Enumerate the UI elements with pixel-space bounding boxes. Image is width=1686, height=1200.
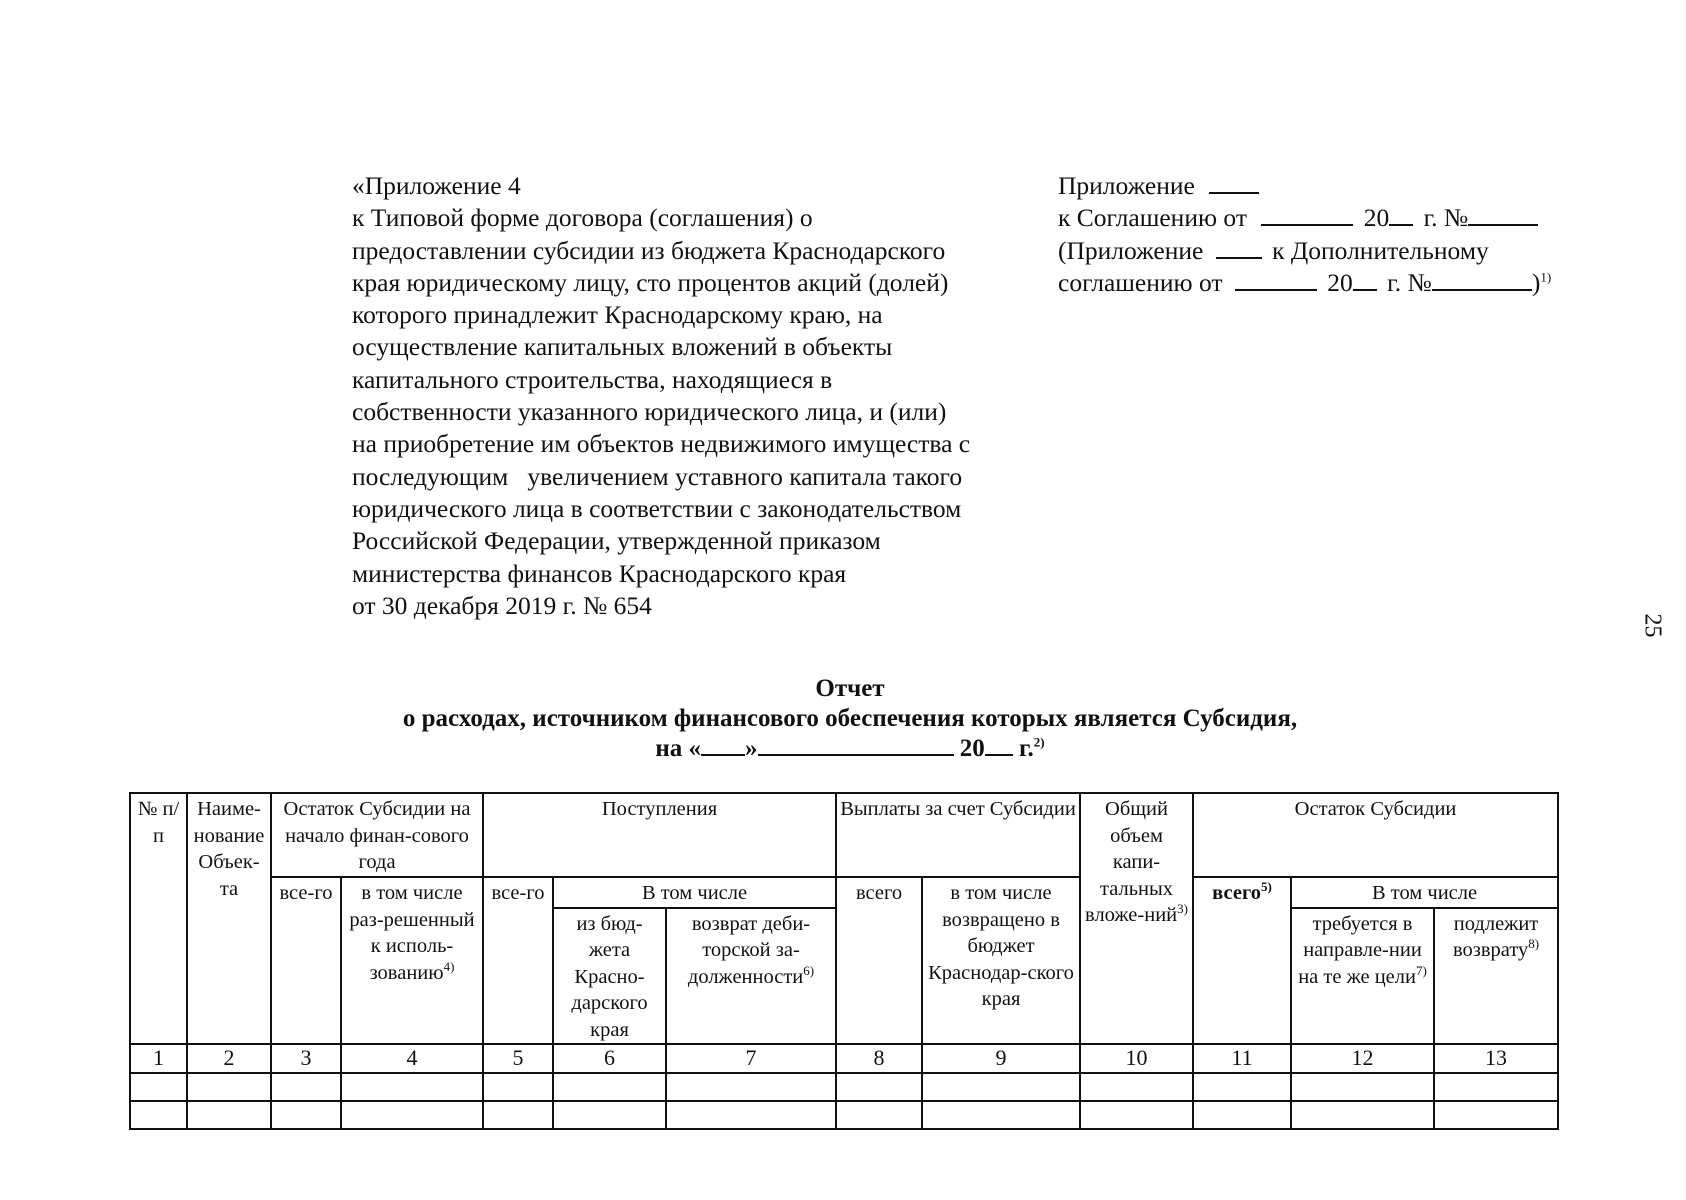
blank-field: [1216, 237, 1262, 259]
header-cell: [1434, 908, 1558, 1045]
table-cell[interactable]: [187, 1101, 271, 1129]
header-cell: из бюд-жета Красно-дарского края: [553, 908, 666, 1045]
table-cell[interactable]: [341, 1073, 483, 1101]
table-cell[interactable]: [483, 1101, 553, 1129]
footnote-mark: 5): [1261, 879, 1272, 895]
appendix-right-line-2: [1058, 202, 1551, 234]
agreement-date-label: соглашению от: [1058, 267, 1223, 297]
table-header-row: [130, 793, 1558, 877]
appendix-left-line: последующим увеличением уставного капитала такого: [352, 461, 963, 491]
appendix-left-line: на приобретение им объектов недвижимого имущества с: [352, 429, 971, 459]
appendix-left-line: от 30 декабря 2019 г. № 654: [352, 590, 652, 620]
header-text: возврат деби-торской за-долженности: [687, 912, 811, 988]
header-cell: [666, 908, 836, 1045]
report-title-line-3: [0, 734, 1686, 764]
number-label: г. №: [1423, 203, 1469, 233]
appendix-left-line: Российской Федерации, утвержденной приказом: [352, 526, 881, 556]
header-cell: всего: [836, 877, 922, 1044]
table-row: [130, 1101, 1558, 1129]
blank-field: [985, 734, 1013, 756]
header-text: всего: [1212, 882, 1261, 904]
table-header-row: [130, 877, 1558, 908]
column-number: 6: [553, 1044, 666, 1073]
column-number: 5: [483, 1044, 553, 1073]
year-prefix: 20: [959, 735, 985, 762]
appendix-right-line-1: [1058, 170, 1551, 202]
appendix-left-block: [352, 170, 970, 622]
appendix-left-line: осуществление капитальных вложений в объекты: [352, 332, 893, 362]
column-number: 12: [1291, 1044, 1434, 1073]
column-number: 2: [187, 1044, 271, 1073]
year-suffix: г.: [1019, 735, 1034, 762]
footnote-mark: 1): [1540, 269, 1552, 285]
header-cell: Остаток Субсидии: [1193, 793, 1558, 877]
appendix-right-block: [1058, 170, 1551, 299]
table-cell[interactable]: [1291, 1101, 1434, 1129]
close-paren: ): [1531, 267, 1541, 297]
footnote-mark: 3): [1177, 901, 1188, 917]
report-title-line-1: Отчет: [815, 675, 885, 702]
year-prefix: 20: [1327, 267, 1353, 297]
column-number: 10: [1080, 1044, 1193, 1073]
table-cell[interactable]: [1434, 1073, 1558, 1101]
column-number: 9: [922, 1044, 1080, 1073]
table-cell[interactable]: [1193, 1073, 1291, 1101]
footnote-mark: 2): [1033, 734, 1045, 750]
blank-field: [1235, 269, 1317, 291]
appendix-right-line-3: [1058, 235, 1551, 267]
column-number: 7: [666, 1044, 836, 1073]
appendix-left-line: капитального строительства, находящиеся в: [352, 364, 833, 394]
blank-field: [1389, 204, 1413, 226]
table-cell[interactable]: [836, 1073, 922, 1101]
header-cell: Наиме-нование Объек-та: [187, 793, 271, 1044]
footnote-mark: 4): [443, 958, 455, 974]
table-cell[interactable]: [271, 1073, 341, 1101]
table-cell[interactable]: [553, 1101, 666, 1129]
column-number: 11: [1193, 1044, 1291, 1073]
appendix-left-line: края юридическому лицу, сто процентов акций (долей): [352, 267, 949, 297]
header-text: требуется в направле-нии на те же цели: [1298, 912, 1422, 988]
header-cell: № п/п: [130, 793, 187, 1044]
table-cell[interactable]: [1434, 1101, 1558, 1129]
report-title-line-2: о расходах, источником финансового обеспечения которых является Субсидия,: [402, 705, 1298, 732]
footnote-mark: 8): [1528, 936, 1540, 952]
table-cell[interactable]: [553, 1073, 666, 1101]
table-cell[interactable]: [666, 1101, 836, 1129]
table-cell[interactable]: [130, 1073, 187, 1101]
appendix-left-line: собственности указанного юридического лица, и (или): [352, 397, 947, 427]
column-number: 1: [130, 1044, 187, 1073]
number-label: г. №: [1387, 267, 1432, 297]
table-cell[interactable]: [1080, 1073, 1193, 1101]
header-text: подлежит возврату: [1452, 912, 1539, 961]
header-cell: все-го: [483, 877, 553, 1044]
header-cell: все-го: [271, 877, 341, 1044]
table-cell[interactable]: [341, 1101, 483, 1129]
blank-field: [1353, 269, 1377, 291]
header-cell: Остаток Субсидии на начало финан-сового года: [271, 793, 483, 877]
blank-field: [1261, 204, 1353, 226]
appendix-left-line: предоставлении субсидии из бюджета Краснодарского: [352, 235, 946, 265]
column-number: 4: [341, 1044, 483, 1073]
date-close: »: [745, 735, 758, 762]
year-prefix: 20: [1363, 203, 1390, 233]
table-cell[interactable]: [483, 1073, 553, 1101]
table-cell[interactable]: [836, 1101, 922, 1129]
table-cell[interactable]: [271, 1101, 341, 1129]
table-cell[interactable]: [1193, 1101, 1291, 1129]
table-cell[interactable]: [1291, 1073, 1434, 1101]
table-cell[interactable]: [922, 1073, 1080, 1101]
table-row: [130, 1073, 1558, 1101]
table-cell[interactable]: [130, 1101, 187, 1129]
header-cell: Выплаты за счет Субсидии: [836, 793, 1080, 877]
table-cell[interactable]: [666, 1073, 836, 1101]
header-cell: [1080, 793, 1193, 1044]
appendix-left-line: министерства финансов Краснодарского края: [352, 558, 847, 588]
blank-field: [1468, 204, 1538, 226]
additional-label: к Дополнительному: [1272, 235, 1489, 265]
date-open: на «: [655, 735, 701, 762]
blank-field: [701, 734, 745, 756]
header-text: Общий объем капи-тальных вложе-ний: [1085, 798, 1178, 926]
column-number: 8: [836, 1044, 922, 1073]
header-cell: В том числе: [1291, 877, 1558, 908]
footnote-mark: 6): [803, 962, 815, 978]
blank-field: [1209, 172, 1259, 194]
column-number-row: [130, 1044, 1558, 1073]
agreement-label: к Соглашению от: [1058, 203, 1247, 233]
table-cell[interactable]: [922, 1101, 1080, 1129]
appendix-left-line: к Типовой форме договора (соглашения) о: [352, 203, 813, 233]
report-table: [129, 792, 1559, 1130]
footnote-mark: 7): [1415, 962, 1427, 978]
report-title: [0, 674, 1686, 764]
header-text: в том числе раз-решенный к исполь-зованию: [349, 882, 475, 984]
header-cell: [341, 877, 483, 1044]
page-number: 25: [1639, 613, 1666, 638]
appendix-left-line: которого принадлежит Краснодарскому краю, на: [352, 300, 883, 330]
column-number: 3: [271, 1044, 341, 1073]
header-cell: [1291, 908, 1434, 1045]
appendix-left-line: «Приложение 4: [352, 171, 521, 200]
header-cell: [1193, 877, 1291, 1044]
appendix-label: (Приложение: [1058, 235, 1204, 265]
column-number: 13: [1434, 1044, 1558, 1073]
table-cell[interactable]: [187, 1073, 271, 1101]
blank-field: [758, 734, 954, 756]
appendix-right-line-4: [1058, 267, 1551, 299]
table-cell[interactable]: [1080, 1101, 1193, 1129]
appendix-label: Приложение: [1058, 171, 1195, 200]
appendix-left-line: юридического лица в соответствии с законодательством: [352, 493, 962, 523]
header-cell: в том числе возвращено в бюджет Краснодар-ского края: [922, 877, 1080, 1044]
blank-field: [1432, 269, 1532, 291]
header-cell: Поступления: [483, 793, 836, 877]
header-cell: В том числе: [553, 877, 836, 908]
